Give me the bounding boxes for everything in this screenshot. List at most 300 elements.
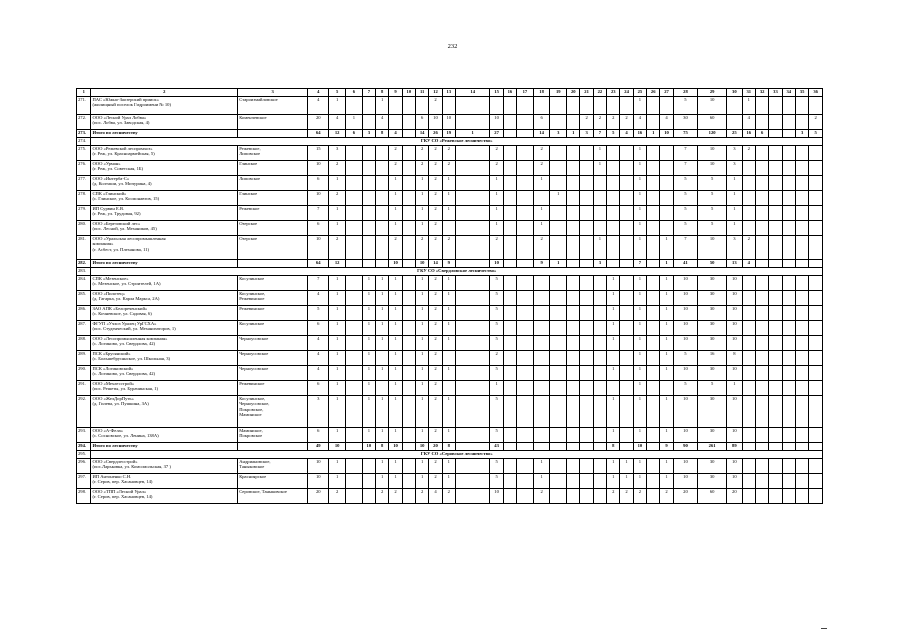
value-cell (647, 191, 660, 206)
value-cell (769, 443, 782, 451)
value-cell: 7 (593, 130, 606, 138)
row-number: 294. (77, 443, 91, 451)
value-cell (755, 336, 768, 351)
value-cell (607, 206, 620, 221)
value-cell (742, 443, 755, 451)
value-cell: 6 (755, 130, 768, 138)
value-cell: 5 (809, 130, 823, 138)
value-cell (402, 443, 415, 451)
table-row (77, 428, 823, 443)
value-cell: 10 (673, 366, 697, 381)
value-cell (567, 161, 580, 176)
value-cell (550, 146, 567, 161)
value-cell: 1 (415, 351, 428, 366)
value-cell: 5 (490, 428, 503, 443)
value-cell: 1 (442, 206, 455, 221)
row-number: 280. (77, 221, 91, 236)
value-cell: 2 (329, 191, 346, 206)
value-cell (517, 176, 534, 191)
value-cell (809, 459, 823, 474)
value-cell (455, 221, 489, 236)
value-cell: 2 (429, 161, 442, 176)
value-cell: 2 (442, 489, 455, 504)
value-cell (346, 381, 363, 396)
header-cell: 28 (673, 89, 697, 97)
value-cell (782, 191, 795, 206)
value-cell (517, 459, 534, 474)
value-cell: 3 (593, 260, 606, 268)
value-cell (593, 366, 606, 381)
value-cell (517, 206, 534, 221)
value-cell: 1 (442, 176, 455, 191)
value-cell: 2 (389, 161, 402, 176)
table-row (77, 336, 823, 351)
header-cell: 21 (580, 89, 593, 97)
value-cell (346, 336, 363, 351)
value-cell (782, 221, 795, 236)
value-cell: 1 (415, 321, 428, 336)
value-cell: 10 (308, 191, 329, 206)
value-cell: 2 (415, 236, 428, 260)
value-cell (580, 191, 593, 206)
value-cell: 1 (362, 291, 375, 306)
value-cell: 2 (442, 236, 455, 260)
value-cell (503, 161, 516, 176)
value-cell (809, 321, 823, 336)
value-cell: 10 (698, 146, 727, 161)
value-cell: 1 (727, 191, 743, 206)
value-cell: 10 (660, 130, 673, 138)
value-cell: 1 (607, 366, 620, 381)
value-cell (660, 161, 673, 176)
value-cell: 10 (727, 291, 743, 306)
value-cell (755, 428, 768, 443)
value-cell (346, 459, 363, 474)
header-cell: 20 (567, 89, 580, 97)
value-cell: 1 (415, 428, 428, 443)
value-cell: 1 (329, 428, 346, 443)
value-cell (769, 236, 782, 260)
value-cell (550, 459, 567, 474)
header-cell: 8 (376, 89, 389, 97)
header-cell: 27 (660, 89, 673, 97)
value-cell (809, 489, 823, 504)
district-name: Глинское (238, 161, 308, 176)
value-cell (503, 351, 516, 366)
value-cell: 1 (389, 191, 402, 206)
district-name: Красноярское (238, 474, 308, 489)
row-number: 282. (77, 260, 91, 268)
value-cell (620, 306, 633, 321)
value-cell (769, 221, 782, 236)
value-cell (362, 260, 375, 268)
value-cell: 1 (633, 291, 646, 306)
value-cell: 1 (415, 474, 428, 489)
value-cell (346, 146, 363, 161)
value-cell: 6 (308, 176, 329, 191)
value-cell: 1 (415, 206, 428, 221)
value-cell (503, 428, 516, 443)
value-cell: 1 (550, 191, 567, 206)
header-cell: 14 (455, 89, 489, 97)
district-name: Режевское, Липовское (238, 146, 308, 161)
value-cell (567, 306, 580, 321)
organization-name: Итого по лесничеству (91, 130, 238, 138)
table-row (77, 351, 823, 366)
value-cell: 1 (329, 176, 346, 191)
value-cell (620, 221, 633, 236)
value-cell: 2 (429, 206, 442, 221)
value-cell: 1 (660, 236, 673, 260)
value-cell (809, 176, 823, 191)
value-cell: 1 (329, 351, 346, 366)
value-cell (567, 236, 580, 260)
value-cell (402, 489, 415, 504)
value-cell: 3 (550, 130, 567, 138)
value-cell (567, 260, 580, 268)
value-cell (620, 336, 633, 351)
header-cell: 34 (782, 89, 795, 97)
value-cell: 4 (620, 130, 633, 138)
value-cell (550, 381, 567, 396)
value-cell (782, 236, 795, 260)
value-cell: 5 (490, 396, 503, 428)
row-number: 287. (77, 321, 91, 336)
value-cell (755, 146, 768, 161)
value-cell (580, 236, 593, 260)
value-cell (533, 381, 550, 396)
row-number: 281. (77, 236, 91, 260)
value-cell (795, 336, 808, 351)
value-cell: 1 (442, 366, 455, 381)
table-row (77, 291, 823, 306)
value-cell (346, 351, 363, 366)
value-cell: 10 (673, 306, 697, 321)
value-cell (795, 366, 808, 381)
value-cell: 4 (376, 115, 389, 130)
value-cell: 1 (376, 97, 389, 115)
value-cell: 5 (490, 336, 503, 351)
header-cell: 1 (77, 89, 91, 97)
value-cell: 5 (698, 176, 727, 191)
value-cell (755, 321, 768, 336)
value-cell (533, 291, 550, 306)
value-cell: 1 (490, 176, 503, 191)
row-number: 279. (77, 206, 91, 221)
value-cell (782, 459, 795, 474)
value-cell: 261 (698, 443, 727, 451)
value-cell: 1 (647, 130, 660, 138)
value-cell (362, 236, 375, 260)
value-cell: 10 (490, 489, 503, 504)
value-cell: 2 (389, 146, 402, 161)
value-cell: 30 (698, 428, 727, 443)
value-cell: 2 (429, 236, 442, 260)
value-cell (742, 321, 755, 336)
value-cell: 1 (607, 428, 620, 443)
value-cell: 2 (389, 489, 402, 504)
value-cell (620, 381, 633, 396)
value-cell (567, 336, 580, 351)
value-cell (795, 221, 808, 236)
value-cell (769, 474, 782, 489)
row-number: 290. (77, 366, 91, 381)
value-cell (769, 130, 782, 138)
value-cell (376, 351, 389, 366)
value-cell (795, 459, 808, 474)
value-cell: 2 (429, 321, 442, 336)
value-cell (455, 321, 489, 336)
value-cell: 4 (742, 260, 755, 268)
value-cell (362, 191, 375, 206)
value-cell (755, 351, 768, 366)
value-cell: 1 (376, 366, 389, 381)
value-cell (742, 336, 755, 351)
value-cell: 1 (633, 206, 646, 221)
value-cell (376, 381, 389, 396)
value-cell (782, 291, 795, 306)
value-cell: 1 (607, 276, 620, 291)
value-cell: 30 (698, 321, 727, 336)
value-cell: 1 (415, 336, 428, 351)
value-cell: 10 (673, 291, 697, 306)
value-cell: 10 (490, 260, 503, 268)
value-cell (795, 351, 808, 366)
table-row (77, 236, 823, 260)
value-cell: 1 (442, 191, 455, 206)
value-cell (455, 260, 489, 268)
value-cell (782, 321, 795, 336)
district-name: Липовское (238, 176, 308, 191)
value-cell (533, 97, 550, 115)
value-cell (782, 428, 795, 443)
value-cell (755, 381, 768, 396)
value-cell (533, 428, 550, 443)
value-cell (620, 428, 633, 443)
value-cell (346, 191, 363, 206)
value-cell (795, 115, 808, 130)
organization-name: ПАС «Южно-Заозерский прииск» (жилищный поселок Гидроимени № 10) (91, 97, 238, 115)
value-cell (580, 336, 593, 351)
value-cell: 2 (742, 236, 755, 260)
value-cell: 6 (308, 221, 329, 236)
value-cell (455, 428, 489, 443)
value-cell: 1 (442, 396, 455, 428)
value-cell (809, 474, 823, 489)
value-cell: 1 (376, 276, 389, 291)
value-cell (503, 191, 516, 206)
value-cell (503, 321, 516, 336)
value-cell: 1 (376, 474, 389, 489)
organization-name: ООО «ЖелДорПуть» (д. Гилева, ул. Пушкина, 3А) (91, 396, 238, 428)
value-cell: 2 (533, 236, 550, 260)
value-cell (742, 428, 755, 443)
value-cell (607, 351, 620, 366)
value-cell (503, 306, 516, 321)
row-number: 285. (77, 291, 91, 306)
value-cell: 5 (490, 321, 503, 336)
value-cell (517, 161, 534, 176)
value-cell: 1 (633, 97, 646, 115)
district-name: Андриановское, Таныковское (238, 459, 308, 474)
value-cell: 1 (376, 428, 389, 443)
value-cell (769, 306, 782, 321)
value-cell (580, 474, 593, 489)
organization-name: ПСК «Логиновский» (с. Логиново, ул. Свердлова, 42) (91, 366, 238, 381)
value-cell (455, 236, 489, 260)
value-cell (782, 97, 795, 115)
value-cell (455, 146, 489, 161)
value-cell (503, 381, 516, 396)
value-cell: 3 (727, 146, 743, 161)
value-cell (620, 161, 633, 176)
value-cell (593, 428, 606, 443)
value-cell: 1 (533, 206, 550, 221)
value-cell (755, 489, 768, 504)
row-number: 297. (77, 474, 91, 489)
value-cell (607, 97, 620, 115)
value-cell: 4 (742, 115, 755, 130)
value-cell (550, 97, 567, 115)
value-cell (620, 366, 633, 381)
value-cell: 1 (633, 474, 646, 489)
value-cell (580, 351, 593, 366)
value-cell (620, 191, 633, 206)
value-cell: 10 (308, 459, 329, 474)
value-cell: 1 (660, 291, 673, 306)
value-cell (580, 206, 593, 221)
total-row (77, 260, 823, 268)
value-cell: 10 (442, 115, 455, 130)
value-cell (550, 336, 567, 351)
value-cell (455, 489, 489, 504)
value-cell: 1 (389, 366, 402, 381)
value-cell (647, 336, 660, 351)
value-cell (402, 291, 415, 306)
district-name (238, 260, 308, 268)
value-cell: 1 (329, 276, 346, 291)
header-cell: 23 (607, 89, 620, 97)
value-cell (593, 206, 606, 221)
header-cell: 19 (550, 89, 567, 97)
value-cell: 2 (429, 381, 442, 396)
value-cell (647, 351, 660, 366)
value-cell (402, 396, 415, 428)
value-cell (755, 206, 768, 221)
section-title: ГКУ СО «Свердловское лесничество» (91, 268, 823, 276)
value-cell: 2 (533, 489, 550, 504)
value-cell (580, 459, 593, 474)
header-cell: 5 (329, 89, 346, 97)
table-row (77, 366, 823, 381)
district-name: Черноусовское (238, 366, 308, 381)
value-cell (346, 236, 363, 260)
value-cell: 6 (533, 115, 550, 130)
value-cell: 3 (308, 396, 329, 428)
value-cell (346, 97, 363, 115)
value-cell (455, 115, 489, 130)
value-cell (742, 459, 755, 474)
value-cell (620, 291, 633, 306)
value-cell: 3 (329, 146, 346, 161)
value-cell: 2 (490, 161, 503, 176)
value-cell (795, 443, 808, 451)
value-cell (517, 276, 534, 291)
value-cell (647, 474, 660, 489)
value-cell: 1 (389, 176, 402, 191)
value-cell: 1 (727, 221, 743, 236)
value-cell (503, 115, 516, 130)
value-cell (503, 489, 516, 504)
value-cell (389, 97, 402, 115)
value-cell (567, 489, 580, 504)
value-cell: 1 (415, 306, 428, 321)
value-cell (517, 396, 534, 428)
row-number: 277. (77, 176, 91, 191)
value-cell (782, 396, 795, 428)
value-cell (620, 351, 633, 366)
value-cell (517, 291, 534, 306)
value-cell: 10 (727, 276, 743, 291)
value-cell: 2 (429, 176, 442, 191)
value-cell (809, 161, 823, 176)
value-cell (755, 161, 768, 176)
value-cell (580, 381, 593, 396)
value-cell (580, 221, 593, 236)
value-cell: 1 (633, 381, 646, 396)
value-cell (647, 381, 660, 396)
value-cell (647, 115, 660, 130)
value-cell: 60 (698, 115, 727, 130)
value-cell (620, 396, 633, 428)
value-cell: 2 (490, 351, 503, 366)
organization-name: ООО «Пилотец» (д. Гагарка, ул. Карла Маркса, 2А) (91, 291, 238, 306)
value-cell (533, 306, 550, 321)
value-cell (782, 130, 795, 138)
value-cell (517, 336, 534, 351)
value-cell (503, 291, 516, 306)
value-cell (346, 260, 363, 268)
value-cell (809, 428, 823, 443)
value-cell (455, 366, 489, 381)
value-cell: 6 (346, 130, 363, 138)
value-cell (517, 321, 534, 336)
value-cell: 10 (673, 459, 697, 474)
value-cell: 2 (490, 146, 503, 161)
value-cell (376, 221, 389, 236)
value-cell (402, 428, 415, 443)
value-cell (809, 146, 823, 161)
value-cell (782, 161, 795, 176)
value-cell (346, 276, 363, 291)
value-cell (809, 443, 823, 451)
value-cell (362, 206, 375, 221)
value-cell: 4 (329, 115, 346, 130)
value-cell (346, 396, 363, 428)
value-cell (376, 146, 389, 161)
header-cell: 9 (389, 89, 402, 97)
row-number: 289. (77, 351, 91, 366)
header-cell: 12 (429, 89, 442, 97)
value-cell: 30 (698, 336, 727, 351)
value-cell: 19 (442, 130, 455, 138)
value-cell (647, 459, 660, 474)
value-cell: 2 (580, 115, 593, 130)
organization-name: ЗАО АПК «Белореченский» (с. Кочневское, ул. Садовая, 6) (91, 306, 238, 321)
value-cell (795, 381, 808, 396)
row-number: 284. (77, 276, 91, 291)
row-number: 293. (77, 428, 91, 443)
